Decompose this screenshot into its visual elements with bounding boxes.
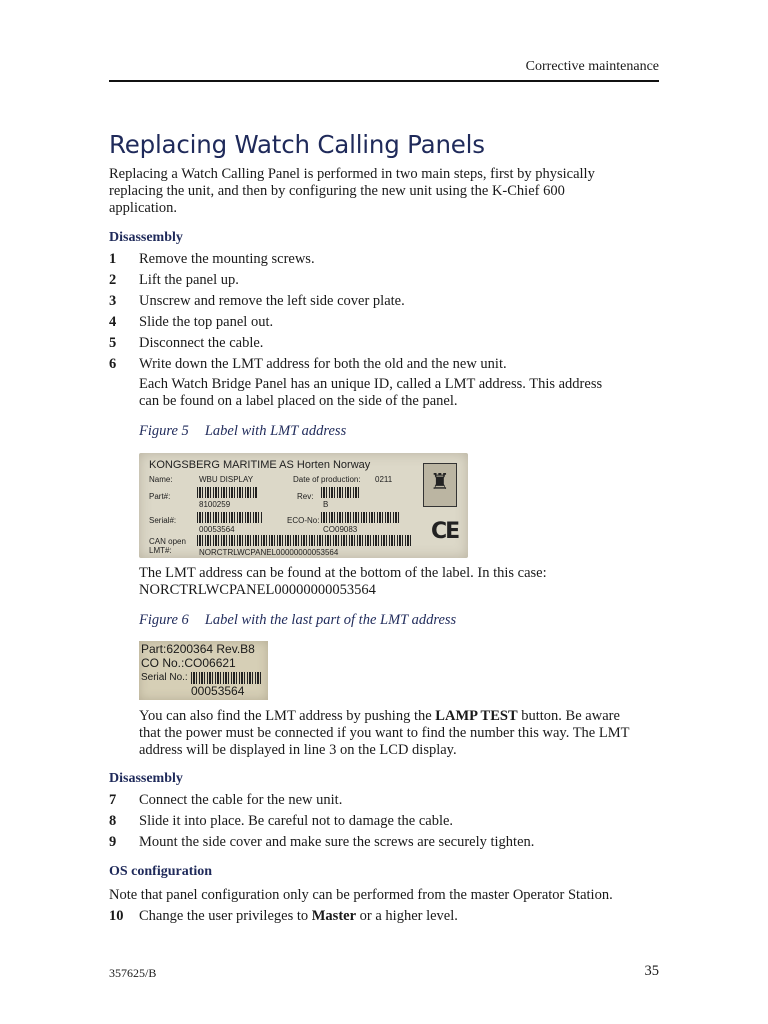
- page-title: Replacing Watch Calling Panels: [109, 130, 485, 159]
- label2-co: CO No.:CO06621: [141, 656, 236, 670]
- intro-line-2: replacing the unit, and then by configuring the new unit using the K-Chief 600: [109, 183, 565, 199]
- step-text: Lift the panel up.: [139, 272, 239, 288]
- rev-barcode: [321, 487, 361, 498]
- step-pre: Change the user privileges to: [139, 908, 312, 924]
- lamp-test-term: LAMP TEST: [435, 708, 518, 724]
- label-rev-value: B: [323, 500, 329, 509]
- lamp-post: button. Be aware: [517, 708, 620, 724]
- step-number: 2: [109, 272, 117, 288]
- ce-mark-icon: CE: [431, 519, 459, 544]
- page-number: 35: [644, 963, 659, 979]
- step-text: Remove the mounting screws.: [139, 251, 315, 267]
- disassembly-heading-1: Disassembly: [109, 230, 183, 245]
- label-company: KONGSBERG MARITIME AS Horten Norway: [149, 459, 371, 471]
- figure-number: Figure 5: [139, 423, 189, 439]
- step-number: 9: [109, 834, 117, 850]
- label-lmt-value: NORCTRLWCPANEL00000000053564: [199, 548, 339, 557]
- part-barcode: [197, 487, 257, 498]
- intro-line-3: application.: [109, 200, 178, 216]
- lamp-pre: You can also find the LMT address by pushing the: [139, 708, 436, 724]
- step-number: 1: [109, 251, 117, 267]
- running-header: Corrective maintenance: [525, 59, 659, 74]
- lmt-location-line-2: NORCTRLWCPANEL00000000053564: [139, 582, 376, 598]
- step-text: Disconnect the cable.: [139, 335, 264, 351]
- lamp-test-paragraph: [139, 708, 661, 759]
- step-text: Slide the top panel out.: [139, 314, 274, 330]
- figure-5-caption: [139, 423, 346, 440]
- lamp-line-2: that the power must be connected if you want to find the number this way. The LMT: [139, 725, 630, 741]
- step-number: 4: [109, 314, 117, 330]
- label2-serial-key: Serial No.:: [141, 672, 188, 683]
- lamp-line-3: address will be displayed in line 3 on the LCD display.: [139, 742, 457, 758]
- step-post: or a higher level.: [356, 908, 458, 924]
- document-number: 357625/B: [109, 966, 157, 980]
- step-number: 8: [109, 813, 117, 829]
- step-number: 3: [109, 293, 117, 309]
- step-text: Write down the LMT address for both the old and the new unit.: [139, 356, 507, 372]
- label-name-key: Name:: [149, 475, 173, 484]
- lmt-barcode: [197, 535, 411, 546]
- step-number: 6: [109, 356, 117, 372]
- label-serial-value: 00053564: [199, 525, 235, 534]
- step-text: [139, 908, 458, 925]
- step-text: Connect the cable for the new unit.: [139, 792, 343, 808]
- label-date-key: Date of production:: [293, 475, 361, 484]
- step-text: Unscrew and remove the left side cover plate.: [139, 293, 405, 309]
- os-note: Note that panel configuration only can be performed from the master Operator Station.: [109, 887, 613, 903]
- serial-label-photo: [139, 641, 268, 700]
- step-number: 5: [109, 335, 117, 351]
- disassembly-heading-2: Disassembly: [109, 771, 183, 786]
- figure-6-caption: [139, 612, 456, 629]
- label-name-value: WBU DISPLAY: [199, 475, 254, 484]
- label-part-value: 8100259: [199, 500, 231, 509]
- figure-caption-text: Label with LMT address: [204, 423, 347, 439]
- step-text: Mount the side cover and make sure the screws are securely tighten.: [139, 834, 535, 850]
- label-lmt-key-2: LMT#:: [149, 546, 172, 555]
- lmt-location-line-1: The LMT address can be found at the bottom of the label. In this case:: [139, 565, 547, 581]
- step-number: 10: [109, 908, 124, 924]
- lmt-note-line-1: Each Watch Bridge Panel has an unique ID, called a LMT address. This address: [139, 376, 603, 392]
- label-date-value: 0211: [375, 475, 393, 484]
- figure-number: Figure 6: [139, 612, 189, 628]
- label2-part: Part:6200364 Rev.B8: [141, 642, 255, 656]
- lamp-line-1: [139, 708, 661, 725]
- eco-barcode: [321, 512, 399, 523]
- label-eco-value: CO09083: [323, 525, 358, 534]
- lmt-location-text: [139, 565, 661, 599]
- step-text: Slide it into place. Be careful not to damage the cable.: [139, 813, 454, 829]
- label-can-key: CAN open: [149, 537, 186, 546]
- intro-paragraph: [109, 166, 661, 217]
- lmt-note-line-2: can be found on a label placed on the side of the panel.: [139, 393, 458, 409]
- step-number: 7: [109, 792, 117, 808]
- label-serial-key: Serial#:: [149, 516, 177, 525]
- master-term: Master: [311, 908, 357, 924]
- label-part-key: Part#:: [149, 492, 171, 501]
- serial-barcode: [197, 512, 263, 523]
- figure-caption-text: Label with the last part of the LMT address: [204, 612, 457, 628]
- lmt-note: [139, 376, 661, 410]
- header-rule: [109, 80, 659, 82]
- os-configuration-heading: OS configuration: [109, 864, 213, 879]
- lmt-label-photo: [139, 453, 468, 558]
- label2-barcode: [191, 672, 263, 684]
- crest-icon: ♜: [423, 463, 457, 507]
- intro-line-1: Replacing a Watch Calling Panel is performed in two main steps, first by physically: [109, 166, 595, 182]
- label-eco-key: ECO-No:: [287, 516, 320, 525]
- label2-serial-value: 00053564: [191, 684, 245, 698]
- label-rev-key: Rev:: [297, 492, 314, 501]
